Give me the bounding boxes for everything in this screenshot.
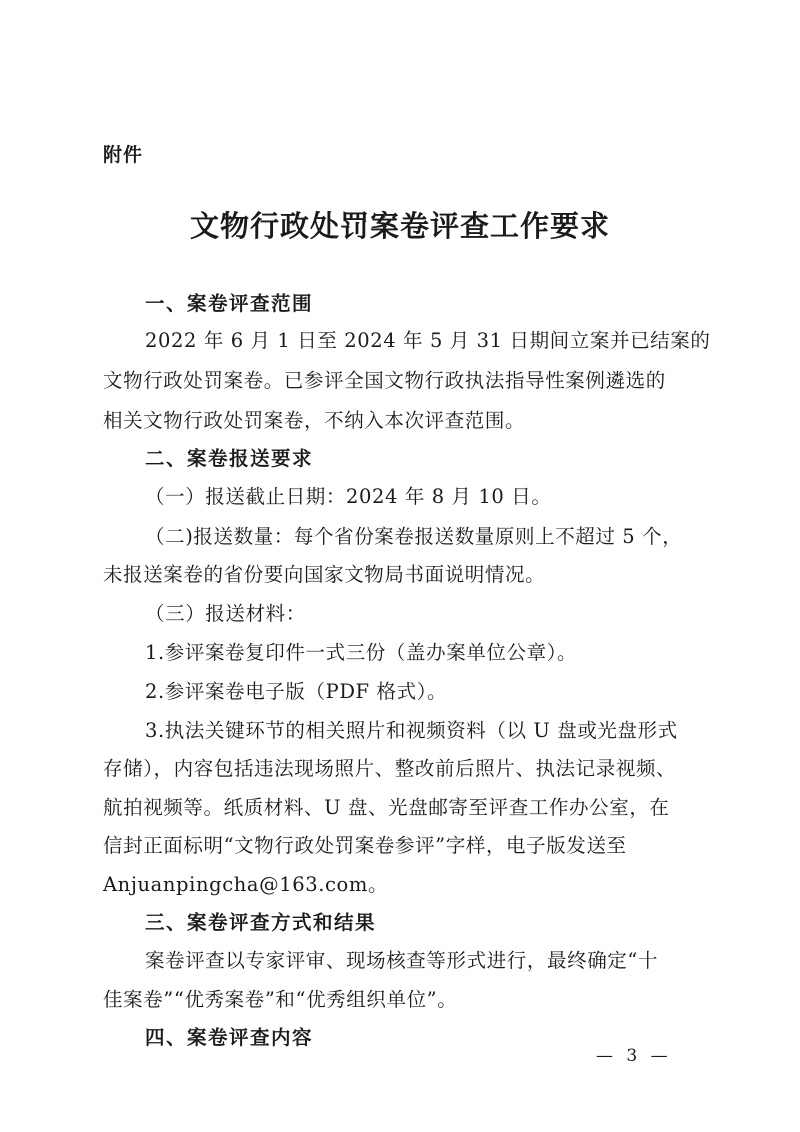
body-text-line: 1.参评案卷复印件一式三份（盖办案单位公章）。 <box>145 641 578 664</box>
page-number: — 3 — <box>596 1046 672 1066</box>
body-text-line: （二)报送数量：每个省份案卷报送数量原则上不超过 5 个， <box>145 525 683 548</box>
body-text-line: 航拍视频等。纸质材料、U 盘、光盘邮寄至评查工作办公室，在 <box>103 796 670 819</box>
section-heading: 一、案卷评查范围 <box>145 292 314 315</box>
section-heading: 三、案卷评查方式和结果 <box>145 911 377 934</box>
body-text-line: Anjuanpingcha@163.com。 <box>103 873 389 896</box>
body-text-line: 未报送案卷的省份要向国家文物局书面说明情况。 <box>103 563 546 586</box>
body-text-line: 3.执法关键环节的相关照片和视频资料（以 U 盘或光盘形式 <box>145 719 678 742</box>
body-text-line: 2022 年 6 月 1 日至 2024 年 5 月 31 日期间立案并已结案的 <box>145 329 711 352</box>
document-title: 文物行政处罚案卷评查工作要求 <box>189 209 610 243</box>
body-text-line: 佳案卷”“优秀案卷”和“优秀组织单位”。 <box>103 988 458 1011</box>
body-text-line: 案卷评查以专家评审、现场核查等形式进行，最终确定“十 <box>145 949 659 972</box>
body-text-line: （一）报送截止日期：2024 年 8 月 10 日。 <box>145 485 552 508</box>
body-text-line: 相关文物行政处罚案卷，不纳入本次评查范围。 <box>103 409 526 432</box>
attachment-label: 附件 <box>103 144 144 166</box>
section-heading: 四、案卷评查内容 <box>145 1026 314 1049</box>
body-text-line: 存储），内容包括违法现场照片、整改前后照片、执法记录视频、 <box>103 757 677 780</box>
body-text-line: 2.参评案卷电子版（PDF 格式）。 <box>145 680 448 703</box>
body-text-line: 信封正面标明“文物行政处罚案卷参评”字样，电子版发送至 <box>103 834 627 857</box>
section-heading: 二、案卷报送要求 <box>145 447 314 470</box>
body-text-line: 文物行政处罚案卷。已参评全国文物行政执法指导性案例遴选的 <box>103 369 666 392</box>
body-text-line: （三）报送材料： <box>145 602 306 625</box>
